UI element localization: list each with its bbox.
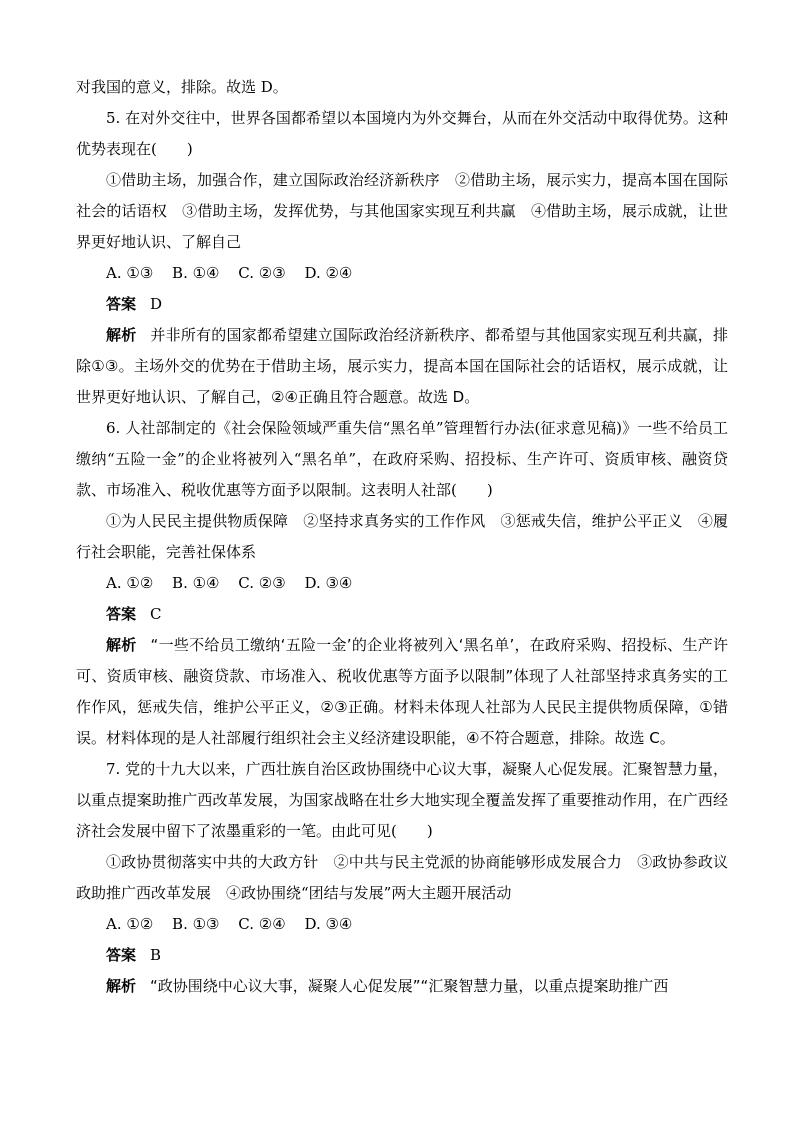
question-7-options: ①政协贯彻落实中共的大政方针 ②中共与民主党派的协商能够形成发展合力 ③政协参政议政助推广西改革发展 ④政协围绕“团结与发展”两大主题开展活动 [76, 853, 728, 902]
answer-value: C [150, 605, 162, 623]
choice: D. ③④ [304, 574, 353, 592]
question-6-answer [76, 599, 728, 630]
choice: A. ①③ [106, 264, 154, 282]
choice: C. ②③ [238, 264, 286, 282]
question-7-choices [76, 909, 728, 940]
question-5-analysis [76, 320, 728, 413]
choice: B. ①③ [172, 915, 220, 933]
question-6-analysis [76, 630, 728, 754]
analysis-text: “一些不给员工缴纳‘五险一金’的企业将被列入‘黑名单’，在政府采购、招投标、生产许可、资质审核、融资贷款、市场准入、税收优惠等方面予以限制”体现了人社部坚持求真务实的工作作风，惩戒失信，维护公平正义，②③正确。材料未体现人社部为人民民主提供物质保障，①错误。材料体现的是人社部履行组织社会主义经济建设职能，④不符合题意，排除。故选 C。 [76, 636, 728, 747]
answer-value: D [150, 295, 163, 313]
question-7-answer [76, 940, 728, 971]
choice: C. ②③ [238, 574, 286, 592]
answer-value: B [150, 946, 162, 964]
choice: A. ①② [106, 915, 154, 933]
question-6-choices [76, 568, 728, 599]
analysis-text: 并非所有的国家都希望建立国际政治经济新秩序、都希望与其他国家实现互利共赢，排除①③。主场外交的优势在于借助主场，展示实力，提高本国在国际社会的话语权，展示成就，让世界更好地认识、了解自己，②④正确且符合题意。故选 D。 [76, 326, 728, 406]
question-7-stem: 7. 党的十九大以来，广西壮族自治区政协围绕中心议大事，凝聚人心促发展。汇聚智慧力量，以重点提案助推广西改革发展，为国家战略在壮乡大地实现全覆盖发挥了重要推动作用，在广西经济社会发展中留下了浓墨重彩的一笔。由此可见( ) [76, 760, 728, 840]
choice: D. ③④ [304, 915, 353, 933]
answer-label: 答案 [106, 605, 137, 623]
answer-label: 答案 [106, 946, 137, 964]
question-5-answer [76, 289, 728, 320]
question-6-stem: 6. 人社部制定的《社会保险领域严重失信“黑名单”管理暂行办法(征求意见稿)》一些不给员工缴纳“五险一金”的企业将被列入“黑名单”，在政府采购、招投标、生产许可、资质审核、融资贷款、市场准入、税收优惠等方面予以限制。这表明人社部( ) [76, 419, 728, 499]
choice: B. ①④ [172, 264, 220, 282]
analysis-label: 解析 [106, 977, 137, 995]
question-5-stem: 5. 在对外交往中，世界各国都希望以本国境内为外交舞台，从而在外交活动中取得优势。这种优势表现在( ) [76, 109, 728, 158]
question-5-options: ①借助主场，加强合作，建立国际政治经济新秩序 ②借助主场，展示实力，提高本国在国际社会的话语权 ③借助主场，发挥优势，与其他国家实现互利共赢 ④借助主场，展示成就，让世界更好地认识、了解自己 [76, 171, 728, 251]
analysis-label: 解析 [106, 326, 137, 344]
answer-label: 答案 [106, 295, 137, 313]
previous-answer-ending: 对我国的意义，排除。故选 D。 [76, 78, 288, 96]
analysis-text: “政协围绕中心议大事，凝聚人心促发展”“汇聚智慧力量，以重点提案助推广西 [150, 977, 669, 995]
document-page [76, 72, 728, 1002]
choice: C. ②④ [238, 915, 286, 933]
analysis-label: 解析 [106, 636, 137, 654]
choice: A. ①② [106, 574, 154, 592]
choice: D. ②④ [304, 264, 353, 282]
question-6-options: ①为人民民主提供物质保障 ②坚持求真务实的工作作风 ③惩戒失信，维护公平正义 ④履行社会职能，完善社保体系 [76, 512, 728, 561]
question-7-analysis [76, 971, 728, 1002]
choice: B. ①④ [172, 574, 220, 592]
question-5-choices [76, 258, 728, 289]
